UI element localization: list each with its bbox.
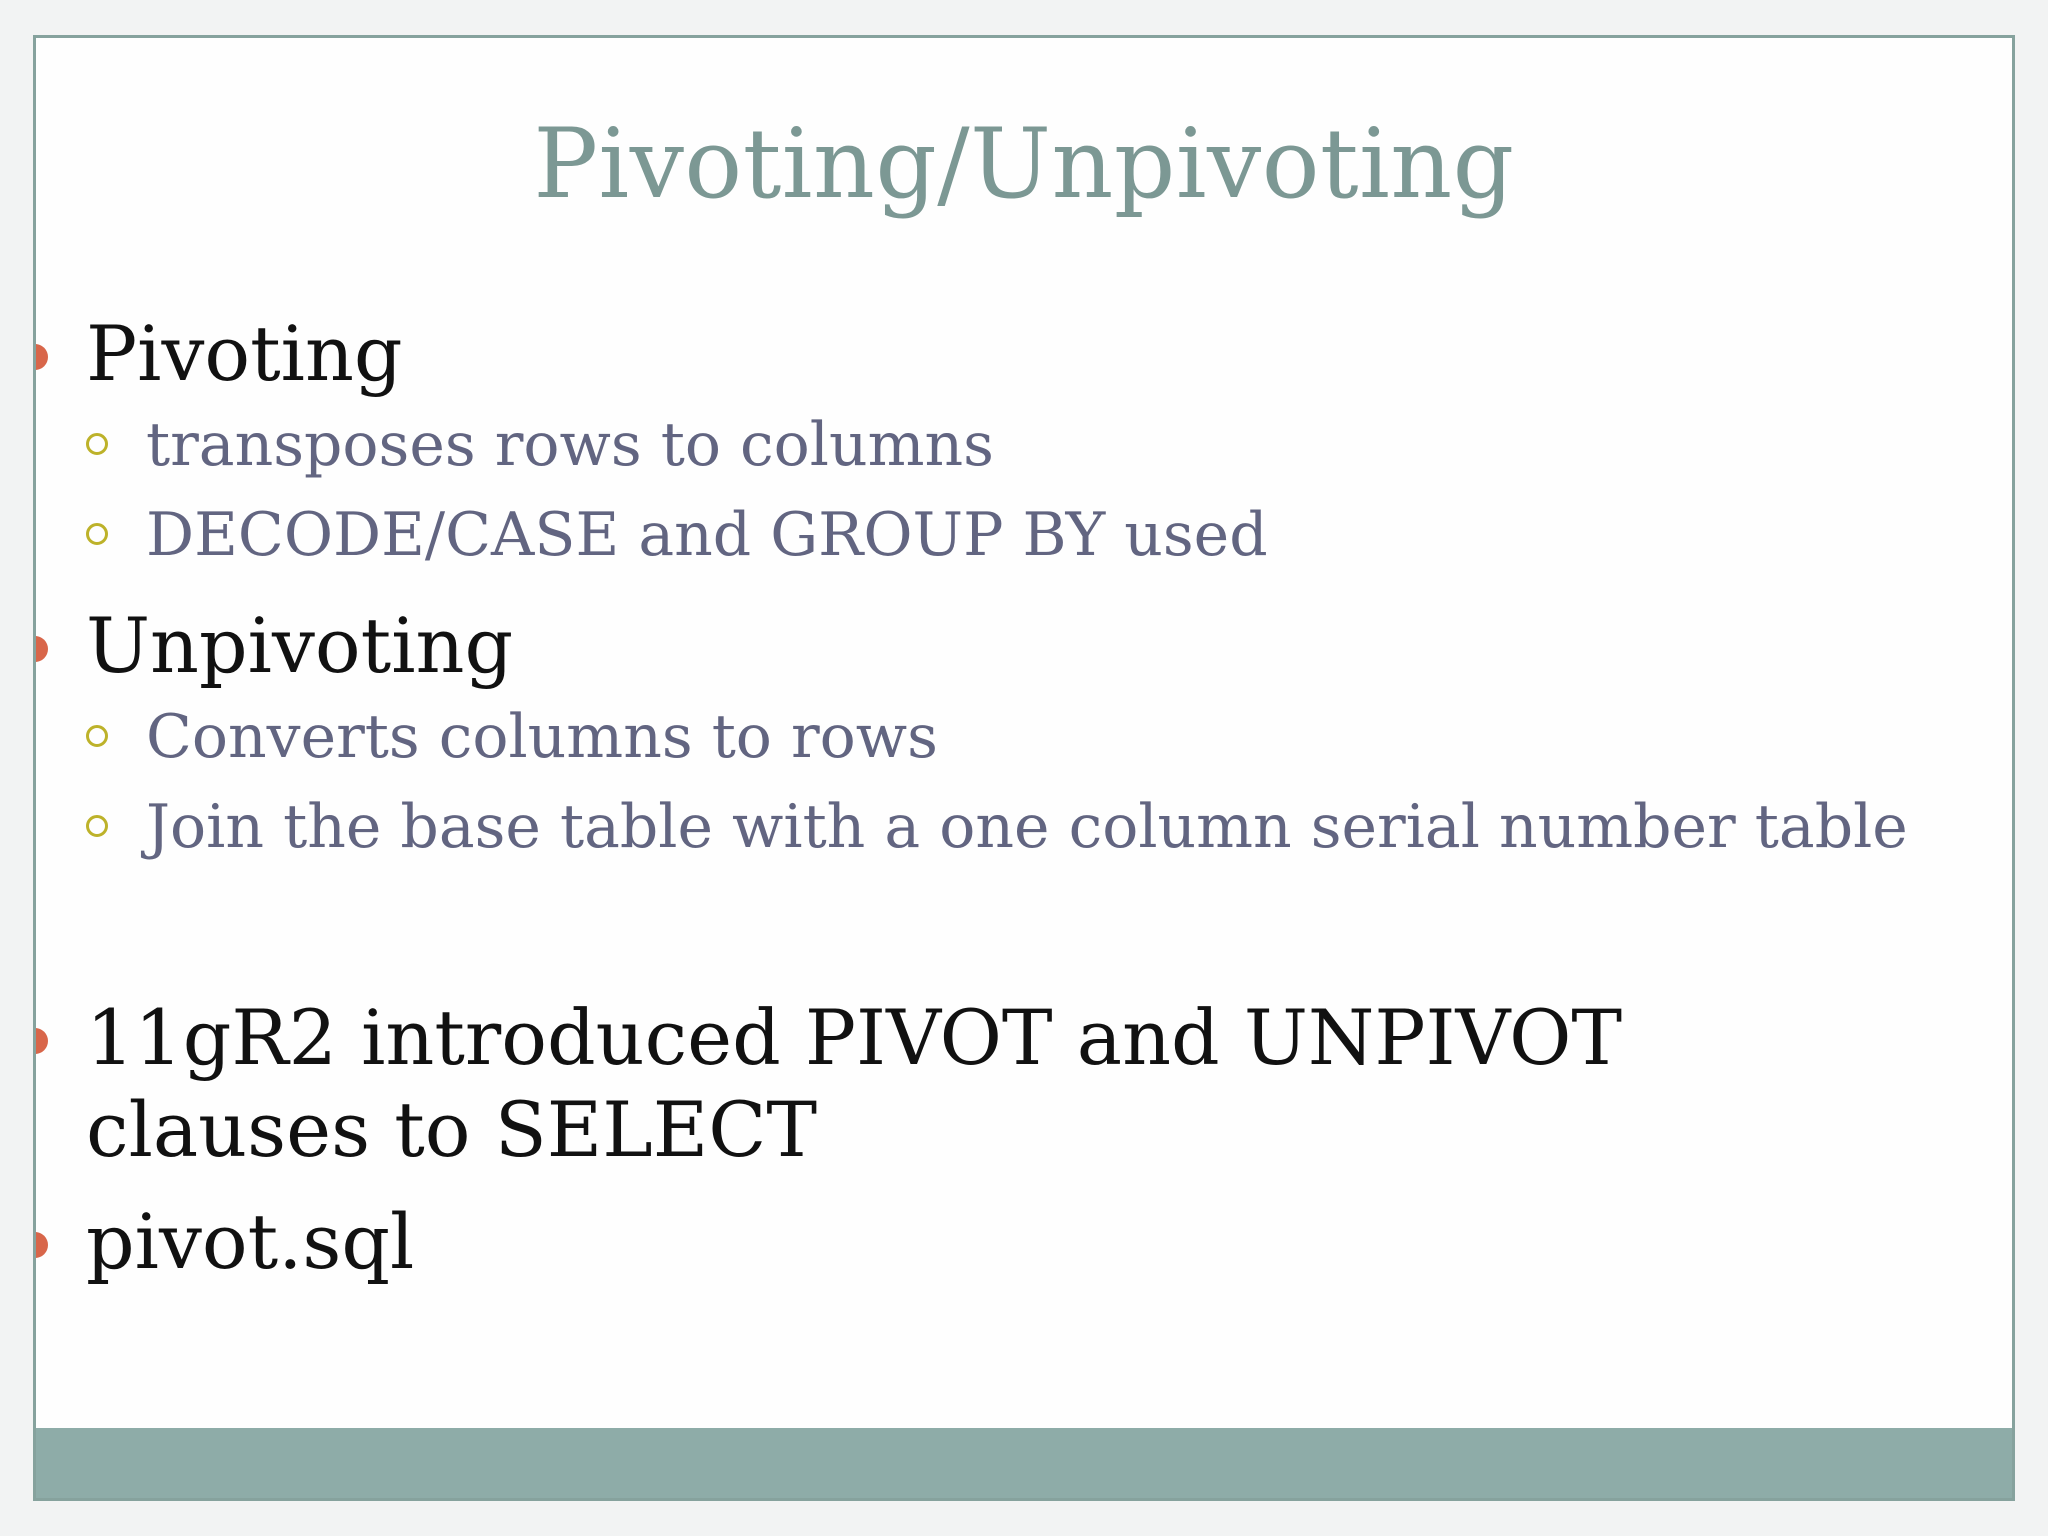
spacer <box>36 872 1936 972</box>
bullet-text: Pivoting <box>86 309 403 398</box>
sub-bullet-text: DECODE/CASE and GROUP BY used <box>146 500 1268 570</box>
bullet-text: Unpivoting <box>86 601 514 690</box>
bullet-item <box>36 1196 1936 1288</box>
bullet-item <box>36 308 1936 400</box>
sub-bullet-item <box>36 692 1936 782</box>
bullet-dot-icon <box>33 1028 48 1054</box>
sub-bullet-ring-icon <box>86 725 108 747</box>
sub-bullet-ring-icon <box>86 815 108 837</box>
sub-bullet-ring-icon <box>86 433 108 455</box>
bullet-text: 11gR2 introduced PIVOT and UNPIVOT clauses to SELECT <box>86 993 1623 1174</box>
sub-bullet-ring-icon <box>86 523 108 545</box>
sub-bullet-text: Join the base table with a one column serial number table <box>146 792 1908 862</box>
bullet-item <box>36 600 1936 692</box>
sub-bullet-text: transposes rows to columns <box>146 410 994 480</box>
sub-bullet-item <box>36 782 1936 872</box>
bullet-dot-icon <box>33 636 48 662</box>
footer-band <box>36 1428 2012 1498</box>
sub-bullet-item <box>36 400 1936 490</box>
bullet-dot-icon <box>33 344 48 370</box>
bullet-item <box>36 992 1866 1176</box>
bullet-dot-icon <box>33 1232 48 1258</box>
bullet-list <box>36 288 1936 1288</box>
slide-title: Pivoting/Unpivoting <box>533 108 1515 220</box>
sub-bullet-item <box>36 490 1936 580</box>
slide <box>33 35 2015 1501</box>
bullet-text: pivot.sql <box>86 1197 415 1286</box>
sub-bullet-text: Converts columns to rows <box>146 702 938 772</box>
